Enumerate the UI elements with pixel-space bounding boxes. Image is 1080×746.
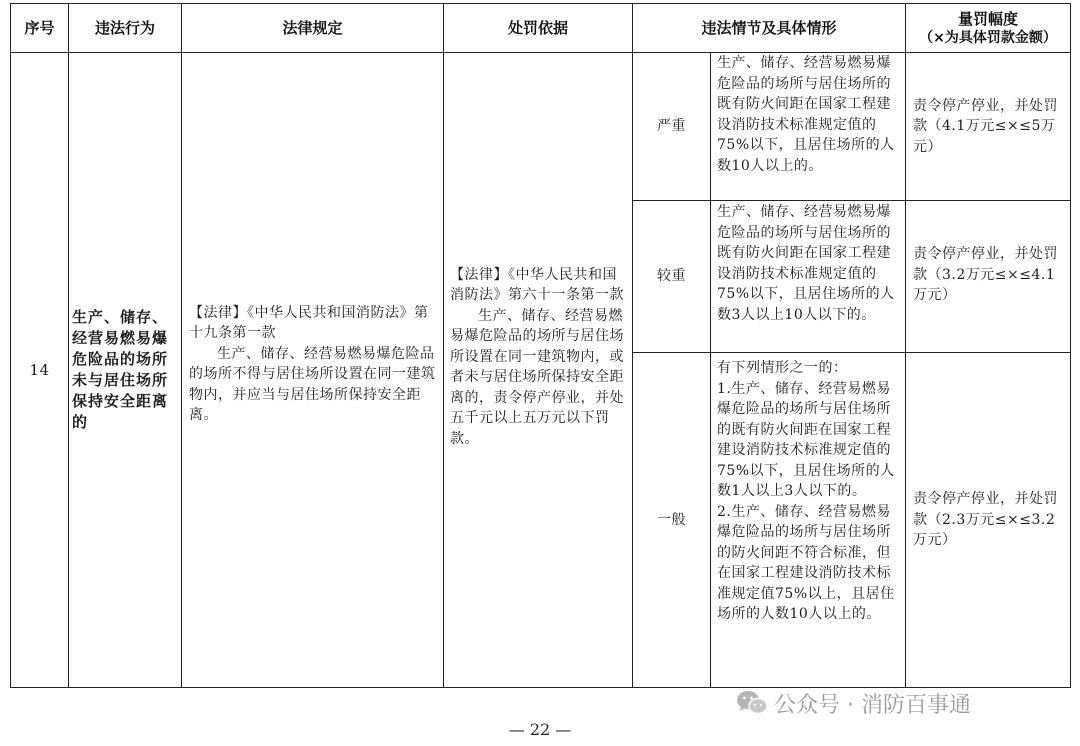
- level-general-situation: 有下列情形之一的： 1.生产、储存、经营易燃易爆危险品的场所与居住场所的既有防火间距在国家工程建设消防技术标准规定值的75%以下，且居住场所的人数1人以上3人以下的。 2.生产、储存、经营易燃易爆危险品的场所与居住场所的防火间距不符合标准，但在国家工程建设消防技术标准规定值75%以上，且居住场所的人数10人以上的。: [717, 360, 895, 622]
- level-severe-situation: 生产、储存、经营易燃易爆危险品的场所与居住场所的既有防火间距在国家工程建设消防技术标准规定值的75%以下，且居住场所的人数10人以上的。: [717, 55, 895, 174]
- penalty-basis-content: 生产、储存、经营易燃易爆危险品的场所与居住场所设置在同一建筑物内，或者未与居住场所保持安全距离的，责令停产停业，并处五千元以上五万元以下罚款。: [450, 307, 624, 447]
- penalty-basis-source: 【法律】《中华人民共和国消防法》第六十一条第一款: [450, 266, 624, 304]
- legal-provision-content: 生产、储存、经营易燃易爆危险品的场所不得与居住场所设置在同一建筑物内，并应当与居住场所保持安全距离。: [189, 345, 436, 423]
- col-divider-3: [443, 3, 444, 688]
- wechat-icon: [736, 690, 768, 716]
- level-serious-penalty: 责令停产停业，并处罚款（3.2万元≤×≤4.1万元）: [913, 246, 1058, 303]
- col-divider-2: [181, 3, 182, 688]
- col-divider-1: [68, 3, 69, 688]
- header-penalty-basis: 处罚依据: [507, 19, 568, 37]
- header-situation: 违法情节及具体情形: [701, 19, 837, 37]
- level-severe-penalty-text: 责令停产停业，并处罚款（4.1万元≤×≤5万元）: [913, 97, 1058, 155]
- legal-provision-cell: [189, 53, 439, 687]
- level-severe-penalty: [913, 53, 1067, 200]
- legal-provision-source: 【法律】《中华人民共和国消防法》第十九条第一款: [189, 304, 429, 341]
- col-divider-5: [710, 52, 711, 688]
- watermark-text: 公众号 · 消防百事通: [774, 692, 971, 718]
- header-penalty-range: [906, 4, 1070, 52]
- violation-cell: [72, 53, 178, 687]
- header-index: 序号: [24, 19, 55, 37]
- col-divider-6: [905, 3, 906, 688]
- table-border-right: [1070, 3, 1071, 688]
- penalty-basis-cell: [450, 53, 628, 687]
- header-penalty-range-title: 量罚幅度: [957, 9, 1018, 28]
- level-general-label: 一般: [657, 511, 686, 528]
- row-index: 14: [29, 360, 50, 379]
- header-penalty-range-note: （×为具体罚款金额）: [919, 29, 1057, 46]
- level-general-penalty-text: 责令停产停业，并处罚款（2.3万元≤×≤3.2万元）: [913, 491, 1058, 549]
- level-serious-situation: 生产、储存、经营易燃易爆危险品的场所与居住场所的既有防火间距在国家工程建设消防技术标准规定值的75%以下，且居住场所的人数3人以上10人以下的。: [717, 204, 895, 323]
- watermark: [736, 686, 971, 720]
- header-violation: 违法行为: [94, 19, 155, 37]
- header-legal-provision: 法律规定: [282, 19, 343, 37]
- page-number: — 22 —: [508, 720, 572, 739]
- level-serious-label: 较重: [657, 268, 686, 285]
- violation-text: 生产、储存、经营易燃易爆危险品的场所未与居住场所保持安全距离的: [72, 308, 169, 431]
- level-severe-label: 严重: [657, 118, 686, 135]
- level-general-penalty: [913, 353, 1067, 687]
